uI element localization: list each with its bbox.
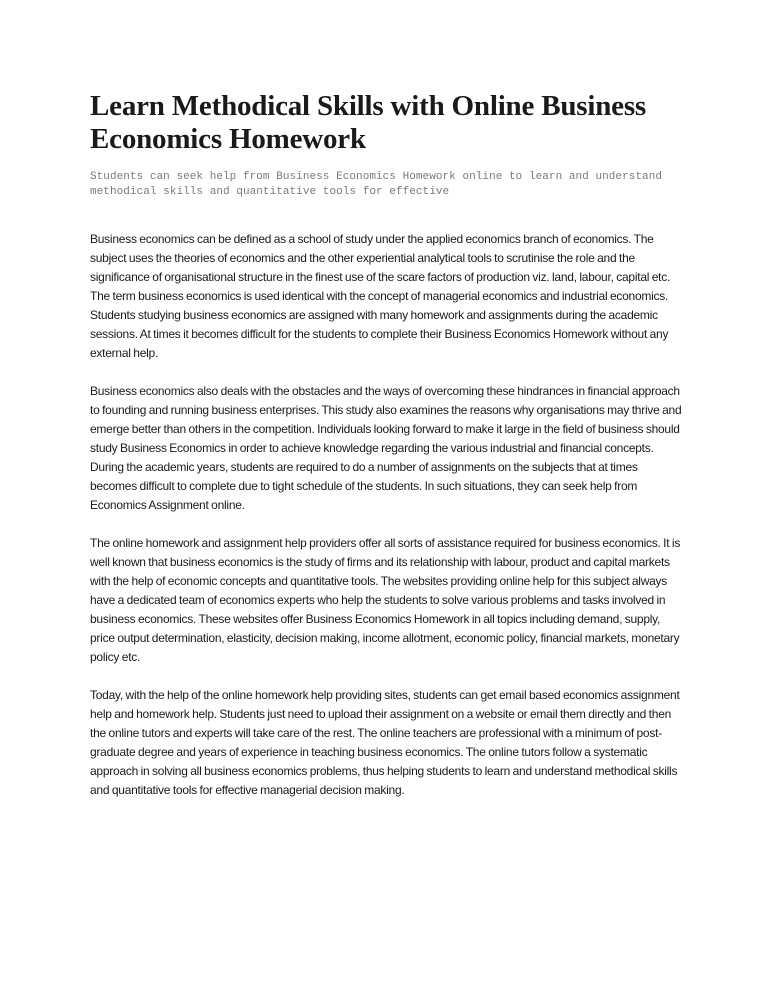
- body-paragraph: Today, with the help of the online homework help providing sites, students can get email based economics assignment help and homework help. Students just need to upload their assignment on a website or email them directly and then the online tutors and experts will take care of the rest. The online teachers are professional with a minimum of post-graduate degree and years of experience in teaching business economics. The online tutors follow a systematic approach in solving all business economics problems, thus helping students to learn and understand methodical skills and quantitative tools for effective managerial decision making.: [90, 688, 680, 797]
- body-paragraph: The online homework and assignment help providers offer all sorts of assistance required for business economics. It is well known that business economics is the study of firms and its relationship with labour, product and capital markets with the help of economic concepts and quantitative tools. The websites providing online help for this subject always have a dedicated team of economics experts who help the students to solve various problems and tasks involved in business economics. These websites offer Business Economics Homework in all topics including demand, supply, price output determination, elasticity, decision making, income allotment, economic policy, financial markets, monetary policy etc.: [90, 536, 681, 664]
- document-title: Learn Methodical Skills with Online Business Economics Homework: [90, 90, 646, 155]
- document-subtitle: Students can seek help from Business Economics Homework online to learn and understand methodical skills and quantitative tools for effective: [90, 171, 662, 198]
- document-body: [90, 230, 682, 800]
- body-paragraph: Business economics also deals with the obstacles and the ways of overcoming these hindrances in financial approach to founding and running business enterprises. This study also examines the reasons why organisations may thrive and emerge better than others in the competition. Individuals looking forward to make it large in the field of business should study Business Economics in order to achieve knowledge regarding the various industrial and financial concepts. During the academic years, students are required to do a number of assignments on the subjects that at times becomes difficult to complete due to tight schedule of the students. In such situations, they can seek help from Economics Assignment online.: [90, 384, 682, 512]
- body-paragraph: Business economics can be defined as a school of study under the applied economics branch of economics. The subject uses the theories of economics and the other experiential analytical tools to scrutinise the role and the significance of organisational structure in the finest use of the scare factors of production viz. land, labour, capital etc. The term business economics is used identical with the concept of managerial economics and industrial economics. Students studying business economics are assigned with many homework and assignments during the academic sessions. At times it becomes difficult for the students to complete their Business Economics Homework without any external help.: [90, 232, 671, 360]
- document-content: [90, 90, 682, 819]
